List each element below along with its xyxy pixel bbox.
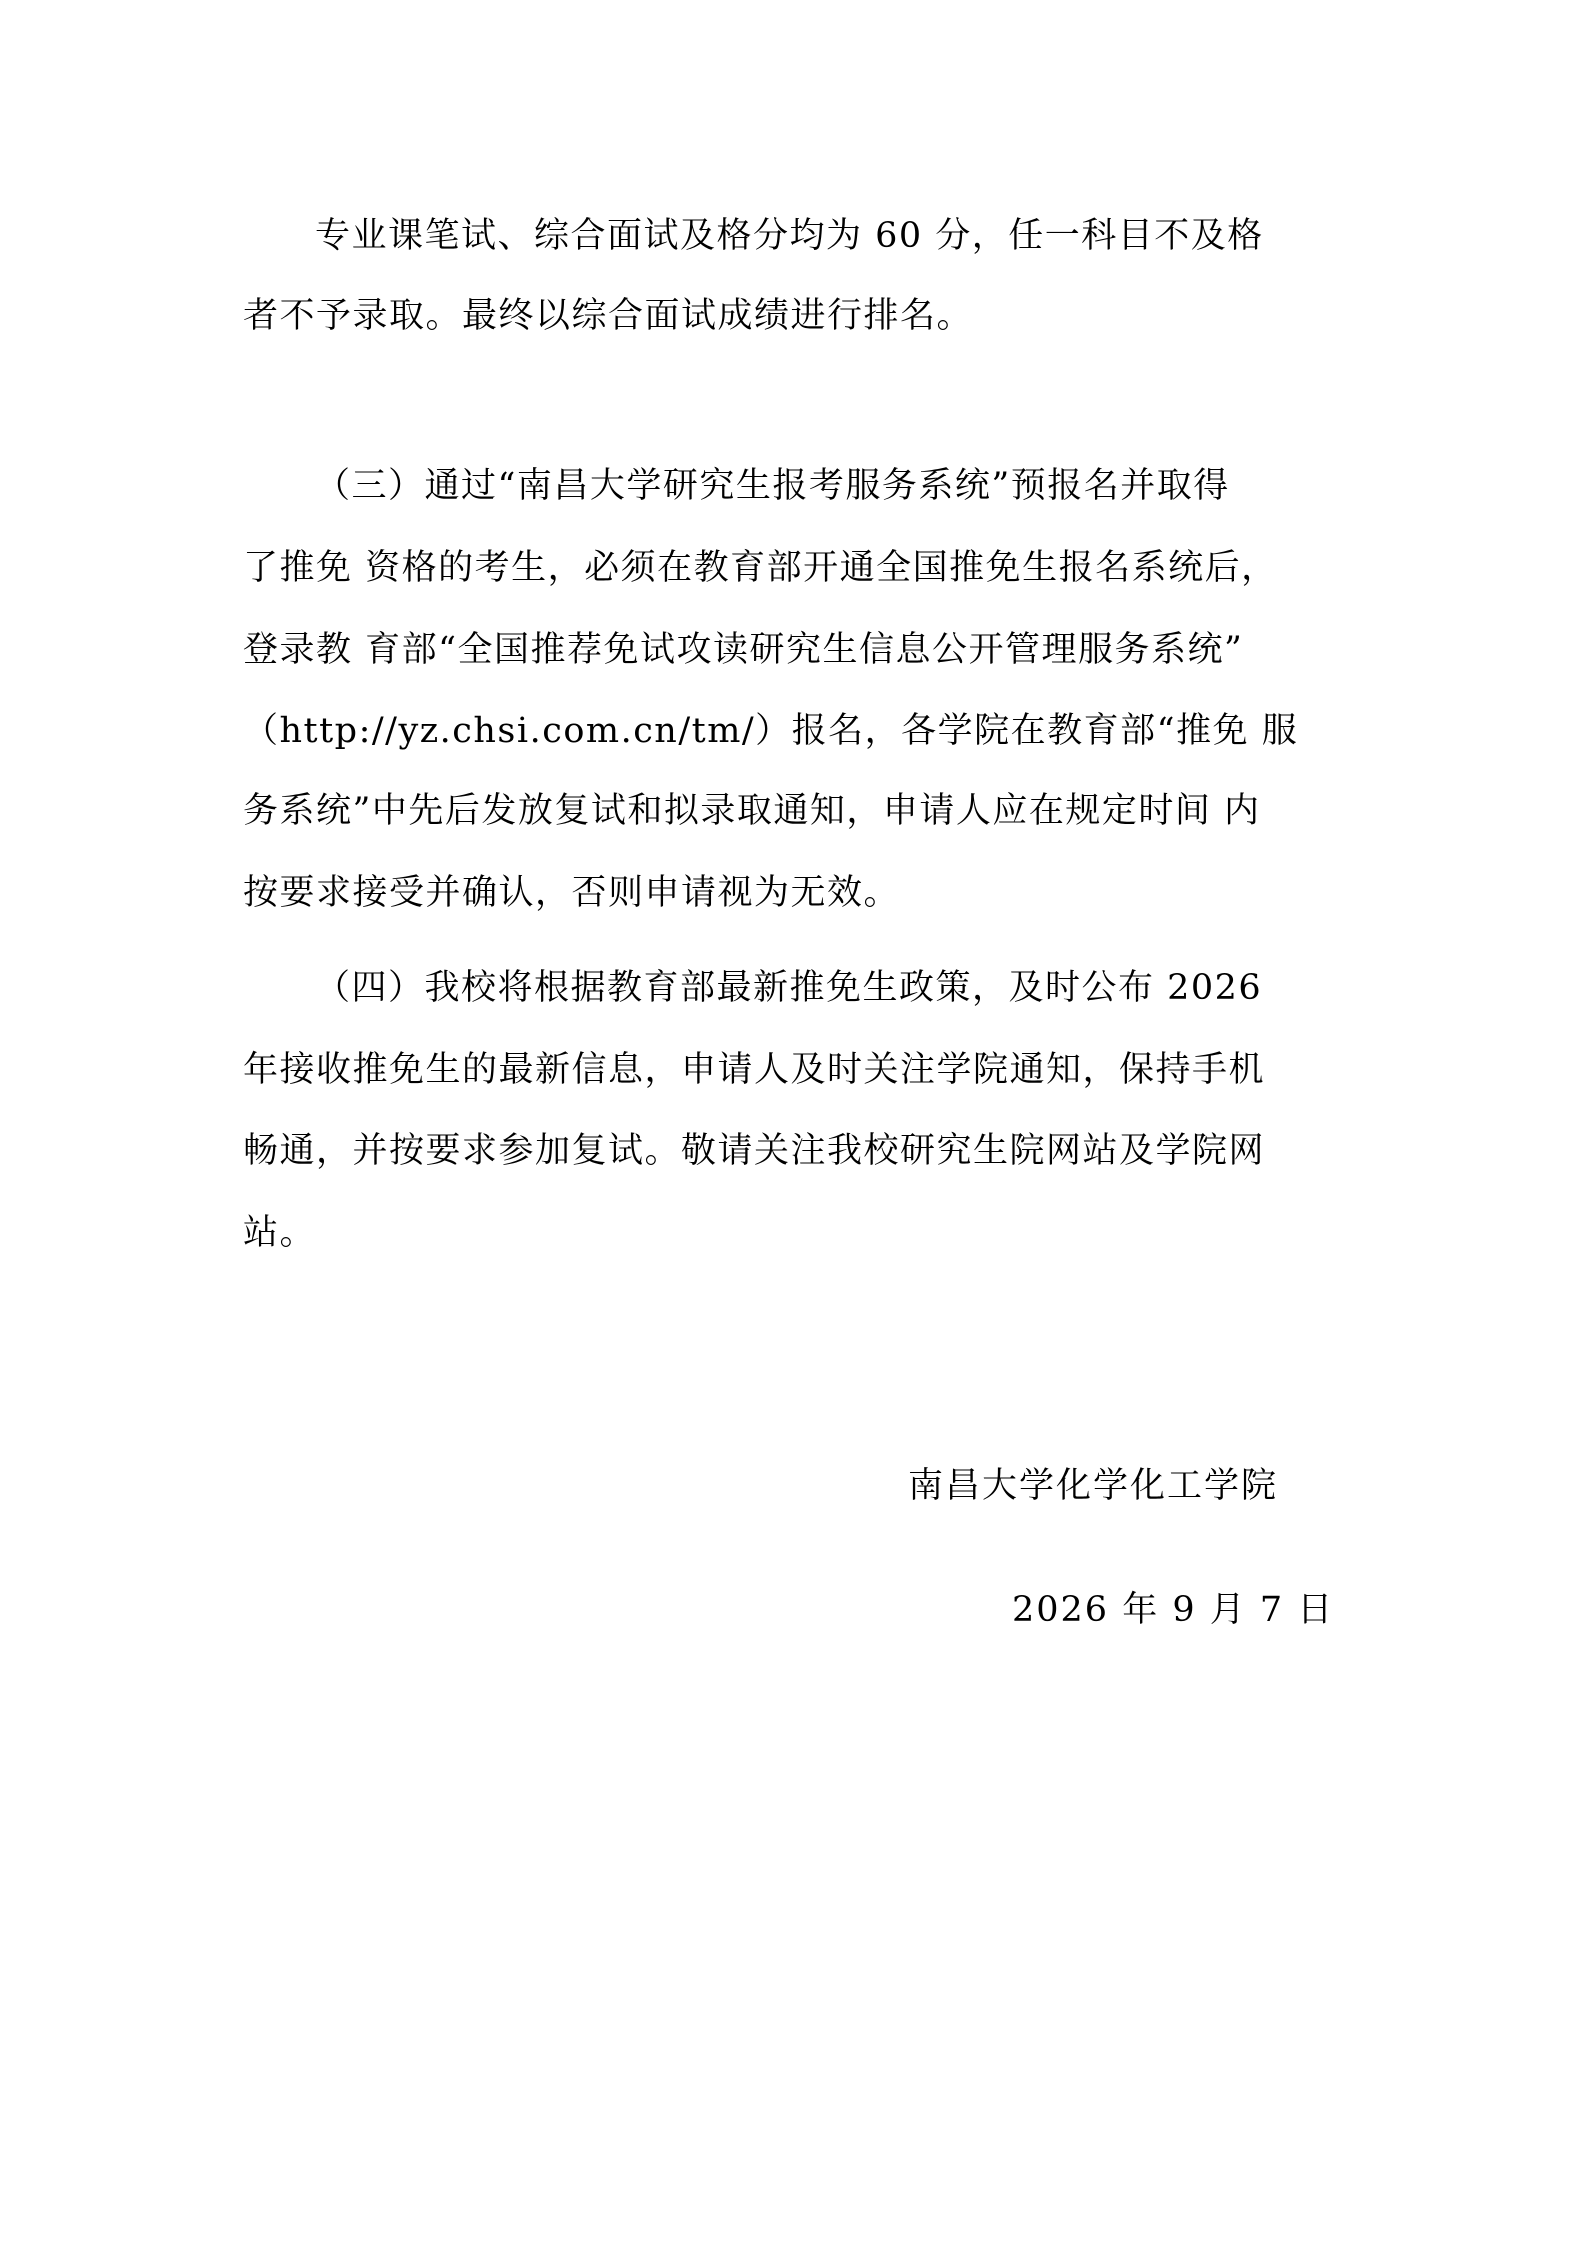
paragraph-2-line-4: （http://yz.chsi.com.cn/tm/）报名，各学院在教育部“推免 服 (243, 711, 1299, 751)
paragraph-3-line-2: 年接收推免生的最新信息，申请人及时关注学院通知，保持手机 (243, 1050, 1266, 1090)
paragraph-2-line-5: 务系统”中先后发放复试和拟录取通知，申请人应在规定时间 内 (243, 791, 1261, 831)
paragraph-2-line-2: 了推免 资格的考生，必须在教育部开通全国推免生报名系统后， (243, 548, 1278, 588)
paragraph-3-line-1: （四）我校将根据教育部最新推免生政策，及时公布 2026 (315, 968, 1263, 1008)
paragraph-3-line-3: 畅通，并按要求参加复试。敬请关注我校研究生院网站及学院网 (243, 1131, 1266, 1171)
paragraph-2-line-1: （三）通过“南昌大学研究生报考服务系统”预报名并取得 (315, 466, 1230, 506)
paragraph-2-line-3: 登录教 育部“全国推荐免试攻读研究生信息公开管理服务系统” (243, 630, 1244, 670)
signature-date: 2026 年 9 月 7 日 (1012, 1590, 1335, 1630)
paragraph-1-line-1: 专业课笔试、综合面试及格分均为 60 分，任一科目不及格 (315, 216, 1264, 256)
paragraph-2-line-6: 按要求接受并确认，否则申请视为无效。 (243, 873, 901, 913)
signature-organization: 南昌大学化学化工学院 (908, 1466, 1279, 1506)
paragraph-3-line-4: 站。 (243, 1213, 317, 1253)
paragraph-1-line-2: 者不予录取。最终以综合面试成绩进行排名。 (243, 296, 974, 336)
